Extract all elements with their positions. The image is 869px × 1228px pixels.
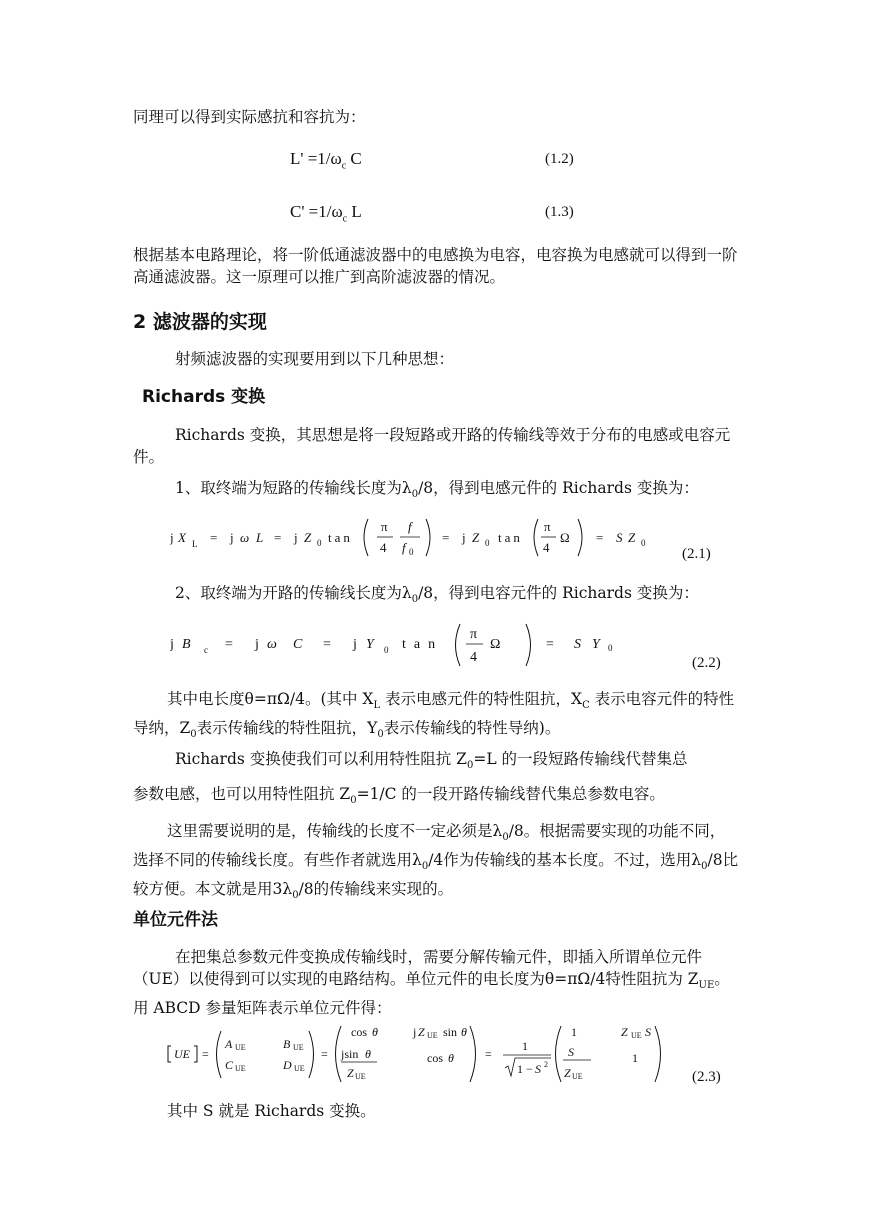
svg-text:j: j: [255, 637, 259, 652]
paragraph-open-circuit: 2、取终端为开路的传输线长度为$\lambda_0/8$，得到电容元件的 Richards 变换为：: [175, 584, 699, 606]
equation-number-1-3: (1.3): [545, 204, 574, 220]
svg-text:tan: tan: [402, 637, 444, 652]
svg-text:c: c: [204, 645, 208, 655]
equation-2-3: [165, 1022, 675, 1086]
svg-text:θ: θ: [372, 1025, 378, 1039]
equation-number-2-2: (2.2): [692, 655, 721, 671]
equation-number-1-2: (1.2): [545, 151, 574, 167]
svg-text:S: S: [535, 1062, 541, 1076]
svg-text:A: A: [225, 1037, 233, 1051]
svg-text:cos: cos: [351, 1025, 367, 1039]
svg-text:j: j: [230, 530, 234, 545]
equation-number-2-3: (2.3): [692, 1069, 721, 1085]
svg-text:Ω: Ω: [490, 637, 501, 652]
svg-text:jsin: jsin: [341, 1047, 359, 1061]
paragraph-ideas: 射频滤波器的实现要用到以下几种思想：: [175, 350, 455, 368]
paragraph-electrical-length: 其中电长度θ=πΩ/4。(其中 $X_L$ 表示电感元件的特性阻抗，$X_C$ 表示电容元件的特性导纳，$Z_0$表示传输线的特性阻抗，$Y_0$表示传输线的特性导纳)。: [133, 690, 735, 741]
svg-text:0: 0: [641, 538, 646, 548]
svg-text:j: j: [413, 1025, 417, 1039]
svg-text:=: =: [225, 637, 233, 652]
svg-text:π: π: [470, 627, 478, 642]
svg-text:tan: tan: [328, 530, 353, 545]
svg-text:B: B: [182, 637, 191, 652]
equation-1-2: $L' =1/\omega_c$ C: [290, 149, 362, 172]
paragraph-circuit-theory: 根据基本电路理论，将一阶低通滤波器中的电感换为电容，电容换为电感就可以得到一阶高通滤波器。这一原理可以推广到高阶滤波器的情况。: [133, 246, 738, 286]
svg-text:Z: Z: [418, 1025, 425, 1039]
svg-text:UE: UE: [631, 1031, 642, 1040]
svg-text:Z: Z: [621, 1025, 628, 1039]
paragraph-short-circuit: 1、取终端为短路的传输线长度为$\lambda_0/8$，得到电感元件的 Richards 变换为：: [175, 479, 699, 501]
svg-text:1: 1: [571, 1025, 577, 1039]
paragraph-richards-usage-2: 参数电感，也可以用特性阻抗 $Z_0=1/C$ 的一段开路传输线替代集总参数电容。: [133, 785, 665, 807]
svg-text:X: X: [178, 530, 186, 545]
equation-number-2-1: (2.1): [682, 546, 711, 562]
svg-text:j: j: [294, 530, 298, 545]
svg-text:UE: UE: [572, 1072, 583, 1081]
svg-text:j: j: [462, 530, 466, 545]
svg-text:0: 0: [317, 538, 322, 548]
subsection-heading-unit-element: 单位元件法: [133, 910, 218, 930]
svg-text:=: =: [202, 1047, 209, 1061]
svg-text:Ω: Ω: [560, 530, 570, 545]
svg-text:S: S: [568, 1045, 574, 1059]
svg-text:j: j: [353, 637, 357, 652]
svg-text:L: L: [192, 539, 198, 549]
svg-text:π: π: [544, 519, 551, 534]
svg-text:=: =: [546, 637, 554, 652]
svg-text:sin: sin: [443, 1025, 458, 1039]
svg-text:=: =: [274, 530, 282, 545]
svg-text:ω: ω: [240, 530, 250, 545]
svg-text:S: S: [616, 530, 623, 545]
svg-text:S: S: [574, 637, 581, 652]
svg-text:=: =: [321, 1047, 328, 1061]
svg-text:C: C: [293, 637, 303, 652]
svg-text:cos: cos: [427, 1051, 443, 1065]
paragraph-s-richards: 其中 S 就是 Richards 变换。: [167, 1102, 376, 1120]
svg-text:=: =: [210, 530, 218, 545]
svg-text:0: 0: [409, 547, 414, 557]
svg-text:4: 4: [543, 540, 550, 555]
paragraph-richards-intro: Richards 变换，其思想是将一段短路或开路的传输线等效于分布的电感或电容元件。: [133, 426, 731, 466]
paragraph-unit-element: 在把集总参数元件变换成传输线时，需要分解传输元件，即插入所谓单位元件（UE）以使得到可以实现的电路结构。单位元件的电长度为θ=πΩ/4特性阻抗为 $Z_{UE}$。用 ABCD 参量矩阵表示单位元件得：: [133, 948, 730, 1018]
svg-text:B: B: [283, 1037, 291, 1051]
svg-text:4: 4: [380, 540, 387, 555]
svg-text:1: 1: [632, 1051, 638, 1065]
svg-text:Z: Z: [628, 530, 636, 545]
svg-text:4: 4: [470, 650, 477, 665]
section-heading-filter-implementation: 2 滤波器的实现: [133, 311, 267, 333]
svg-text:θ: θ: [461, 1025, 467, 1039]
svg-text:1 −: 1 −: [517, 1062, 533, 1076]
svg-text:UE: UE: [294, 1064, 305, 1073]
svg-text:D: D: [283, 1058, 292, 1072]
svg-text:UE: UE: [235, 1043, 246, 1052]
subsection-heading-richards: Richards 变换: [142, 387, 266, 407]
svg-text:L: L: [256, 530, 264, 545]
svg-text:UE: UE: [427, 1031, 438, 1040]
svg-text:=: =: [485, 1047, 492, 1061]
svg-text:=: =: [323, 637, 331, 652]
svg-text:Y: Y: [366, 637, 374, 652]
svg-text:2: 2: [544, 1060, 548, 1069]
svg-text:ω: ω: [267, 637, 277, 652]
svg-text:=: =: [596, 530, 604, 545]
svg-text:Z: Z: [564, 1066, 571, 1080]
svg-text:Z: Z: [472, 530, 480, 545]
svg-text:1: 1: [522, 1039, 528, 1053]
equation-1-3: $C' =1/\omega_c$ L: [290, 202, 362, 225]
svg-text:Y: Y: [592, 637, 600, 652]
svg-text:=: =: [442, 530, 450, 545]
svg-text:Z: Z: [347, 1066, 354, 1080]
svg-text:0: 0: [485, 538, 490, 548]
svg-text:UE: UE: [235, 1064, 246, 1073]
svg-text:0: 0: [608, 643, 613, 653]
svg-text:0: 0: [384, 645, 389, 655]
svg-text:θ: θ: [448, 1051, 454, 1065]
equation-2-2: [170, 620, 650, 670]
svg-text:j: j: [170, 637, 174, 652]
svg-text:Z: Z: [304, 530, 312, 545]
svg-text:S: S: [645, 1025, 651, 1039]
paragraph-line-length: 这里需要说明的是，传输线的长度不一定必须是$\lambda_0/8$。根据需要实现的功能不同，选择不同的传输线长度。有些作者就选用$\lambda_0/4$作为传输线的基本长度。不过，选用$\lambda_0/8$比较方便。本文就是用$3\lambda_0/8$的传输线来实现的。: [133, 822, 739, 902]
svg-text:tan: tan: [498, 530, 523, 545]
paragraph-richards-usage-1: Richards 变换使我们可以利用特性阻抗 $Z_0=L$ 的一段短路传输线代替集总: [175, 750, 688, 772]
svg-text:UE: UE: [355, 1072, 366, 1081]
svg-text:UE: UE: [293, 1043, 304, 1052]
svg-text:f: f: [402, 540, 406, 555]
equation-2-1: [170, 512, 670, 562]
svg-text:f: f: [408, 519, 412, 534]
svg-text:θ: θ: [365, 1047, 371, 1061]
svg-text:UE: UE: [174, 1047, 190, 1061]
svg-text:C: C: [225, 1058, 234, 1072]
svg-text:π: π: [381, 519, 388, 534]
svg-text:j: j: [170, 530, 174, 545]
paragraph-intro: 同理可以得到实际感抗和容抗为：: [133, 108, 366, 126]
